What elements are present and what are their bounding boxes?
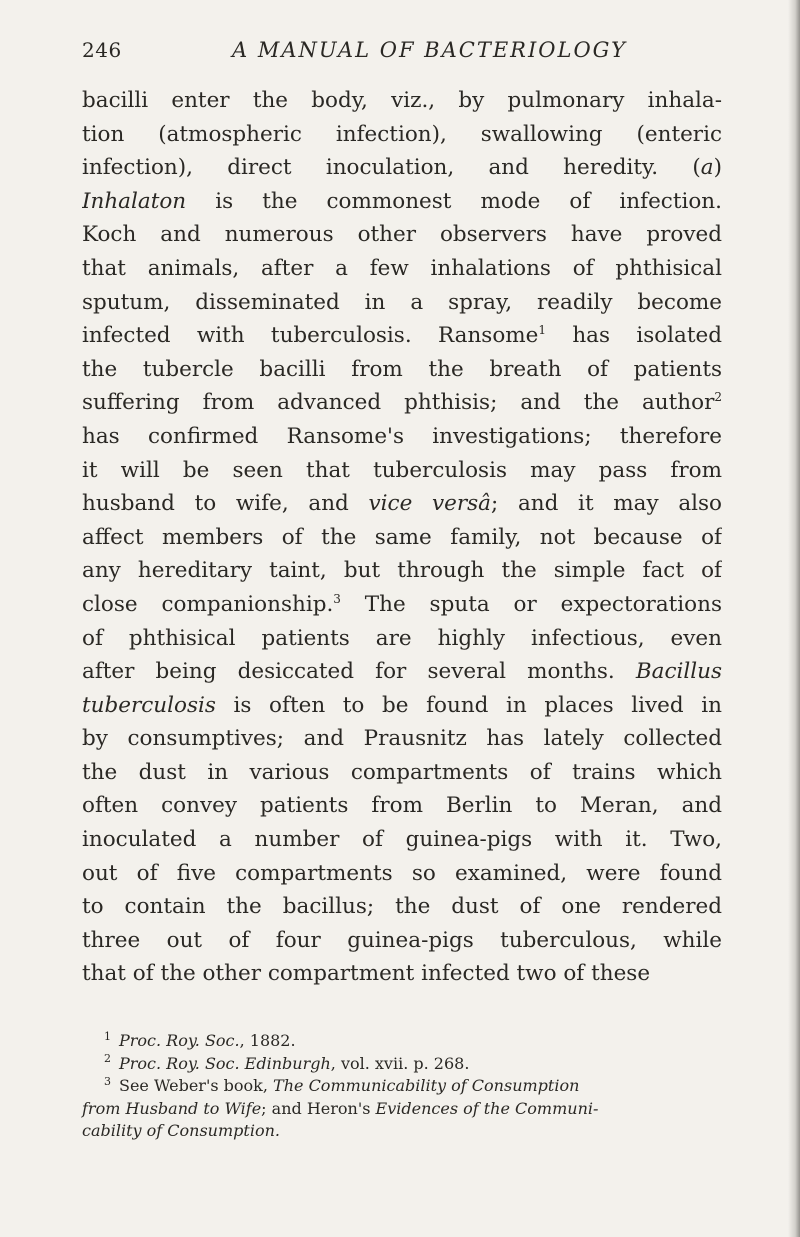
text-span: ; and Heron's: [261, 1098, 376, 1118]
text-line: [82, 924, 722, 958]
body-text: [82, 84, 722, 991]
text-span: suffering from advanced phthisis; and the author: [82, 390, 715, 416]
footnote-line: [82, 1053, 722, 1076]
text-span: after being desiccated for several months.: [82, 659, 636, 685]
italic-span: Inhalaton: [82, 188, 187, 214]
text-span: ): [713, 155, 722, 181]
text-line: [82, 353, 722, 387]
text-line: [82, 420, 722, 454]
text-span: often convey patients from Berlin to Meran, and: [82, 793, 722, 819]
text-span: Koch and numerous other observers have proved: [82, 222, 722, 248]
text-span: See Weber's book,: [119, 1076, 274, 1095]
italic-span: Evidences of the Communi-: [375, 1098, 599, 1118]
text-line: [82, 252, 722, 286]
italic-span: from Husband to Wife: [82, 1098, 262, 1118]
footnote-ref: 1: [538, 323, 547, 337]
text-span: the tubercle bacilli from the breath of patients: [82, 356, 722, 382]
text-line: [82, 554, 722, 588]
text-line: [82, 588, 722, 622]
text-line: [82, 386, 722, 420]
text-line: [82, 722, 722, 756]
text-line: [82, 151, 722, 185]
text-line: [82, 622, 722, 656]
italic-span: a: [700, 155, 714, 181]
text-line: [82, 454, 722, 488]
text-line: [82, 218, 722, 252]
text-span: of phthisical patients are highly infectious, even: [82, 625, 722, 651]
text-span: any hereditary taint, but through the simple fact of: [82, 558, 722, 584]
text-line: [82, 521, 722, 555]
text-line: [82, 487, 722, 521]
text-line: [82, 957, 722, 991]
text-span: is the commonest mode of infection.: [186, 188, 722, 214]
page-edge-shadow: [788, 0, 800, 1237]
footnote-line: [82, 1120, 722, 1143]
italic-span: cability of Consumption.: [82, 1121, 280, 1140]
italic-span: Proc. Roy. Soc. Edinburgh: [119, 1053, 331, 1073]
footnote-number: 3: [104, 1074, 111, 1088]
text-span: tion (atmospheric infection), swallowing (enteric: [82, 121, 722, 147]
italic-span: Bacillus: [635, 659, 722, 685]
text-line: [82, 286, 722, 320]
text-span: that of the other compartment infected two of these: [82, 961, 651, 987]
text-span: infected with tuberculosis. Ransome: [82, 323, 539, 349]
text-line: [82, 789, 722, 823]
page-number: 246: [82, 38, 122, 62]
text-line: [82, 655, 722, 689]
text-span: sputum, disseminated in a spray, readily become: [82, 289, 722, 315]
text-line: [82, 84, 722, 118]
text-span: ; and it may also: [491, 491, 722, 517]
text-span: close companionship.: [82, 591, 334, 617]
text-span: husband to wife, and: [82, 491, 369, 517]
footnote-number: 1: [104, 1029, 111, 1043]
italic-span: tuberculosis: [82, 692, 216, 718]
text-line: [82, 185, 722, 219]
text-span: , vol. xvii. p. 268.: [330, 1053, 470, 1073]
text-span: affect members of the same family, not because of: [82, 524, 722, 550]
text-span: bacilli enter the body, viz., by pulmonary inhala-: [82, 88, 722, 113]
text-line: [82, 823, 722, 857]
footnote-line: [82, 1098, 722, 1121]
footnote-line: [82, 1030, 722, 1053]
footnote-number: 2: [104, 1052, 111, 1066]
text-span: out of five compartments so examined, were found: [82, 860, 722, 886]
italic-span: The Communicability of Consumption: [273, 1076, 580, 1095]
footnotes: [82, 1030, 722, 1143]
text-span: that animals, after a few inhalations of phthisical: [82, 255, 722, 281]
text-span: is often to be found in places lived in: [215, 692, 722, 718]
italic-span: vice versâ: [368, 491, 491, 517]
text-line: [82, 890, 722, 924]
text-span: infection), direct inoculation, and heredity. (: [82, 155, 701, 181]
text-line: [82, 319, 722, 353]
footnote-line: [82, 1075, 722, 1098]
text-line: [82, 689, 722, 723]
text-span: it will be seen that tuberculosis may pass from: [82, 457, 722, 483]
text-span: inoculated a number of guinea-pigs with it. Two,: [82, 827, 722, 853]
text-line: [82, 857, 722, 891]
text-span: the dust in various compartments of trains which: [82, 759, 722, 785]
page-header: [82, 38, 722, 68]
text-span: three out of four guinea-pigs tuberculous, while: [82, 927, 722, 953]
text-span: to contain the bacillus; the dust of one rendered: [82, 894, 722, 920]
text-span: , 1882.: [239, 1031, 296, 1050]
text-line: [82, 118, 722, 152]
footnote-ref: 3: [333, 591, 341, 606]
text-line: [82, 756, 722, 790]
text-span: The sputa or expectorations: [340, 591, 722, 617]
footnote-ref: 2: [714, 390, 722, 405]
text-span: has confirmed Ransome's investigations; therefore: [82, 423, 722, 449]
italic-span: Proc. Roy. Soc.: [119, 1031, 240, 1050]
running-head: A MANUAL OF BACTERIOLOGY: [232, 38, 627, 62]
text-span: has isolated: [546, 323, 722, 349]
text-span: by consumptives; and Prausnitz has lately collected: [82, 726, 722, 752]
